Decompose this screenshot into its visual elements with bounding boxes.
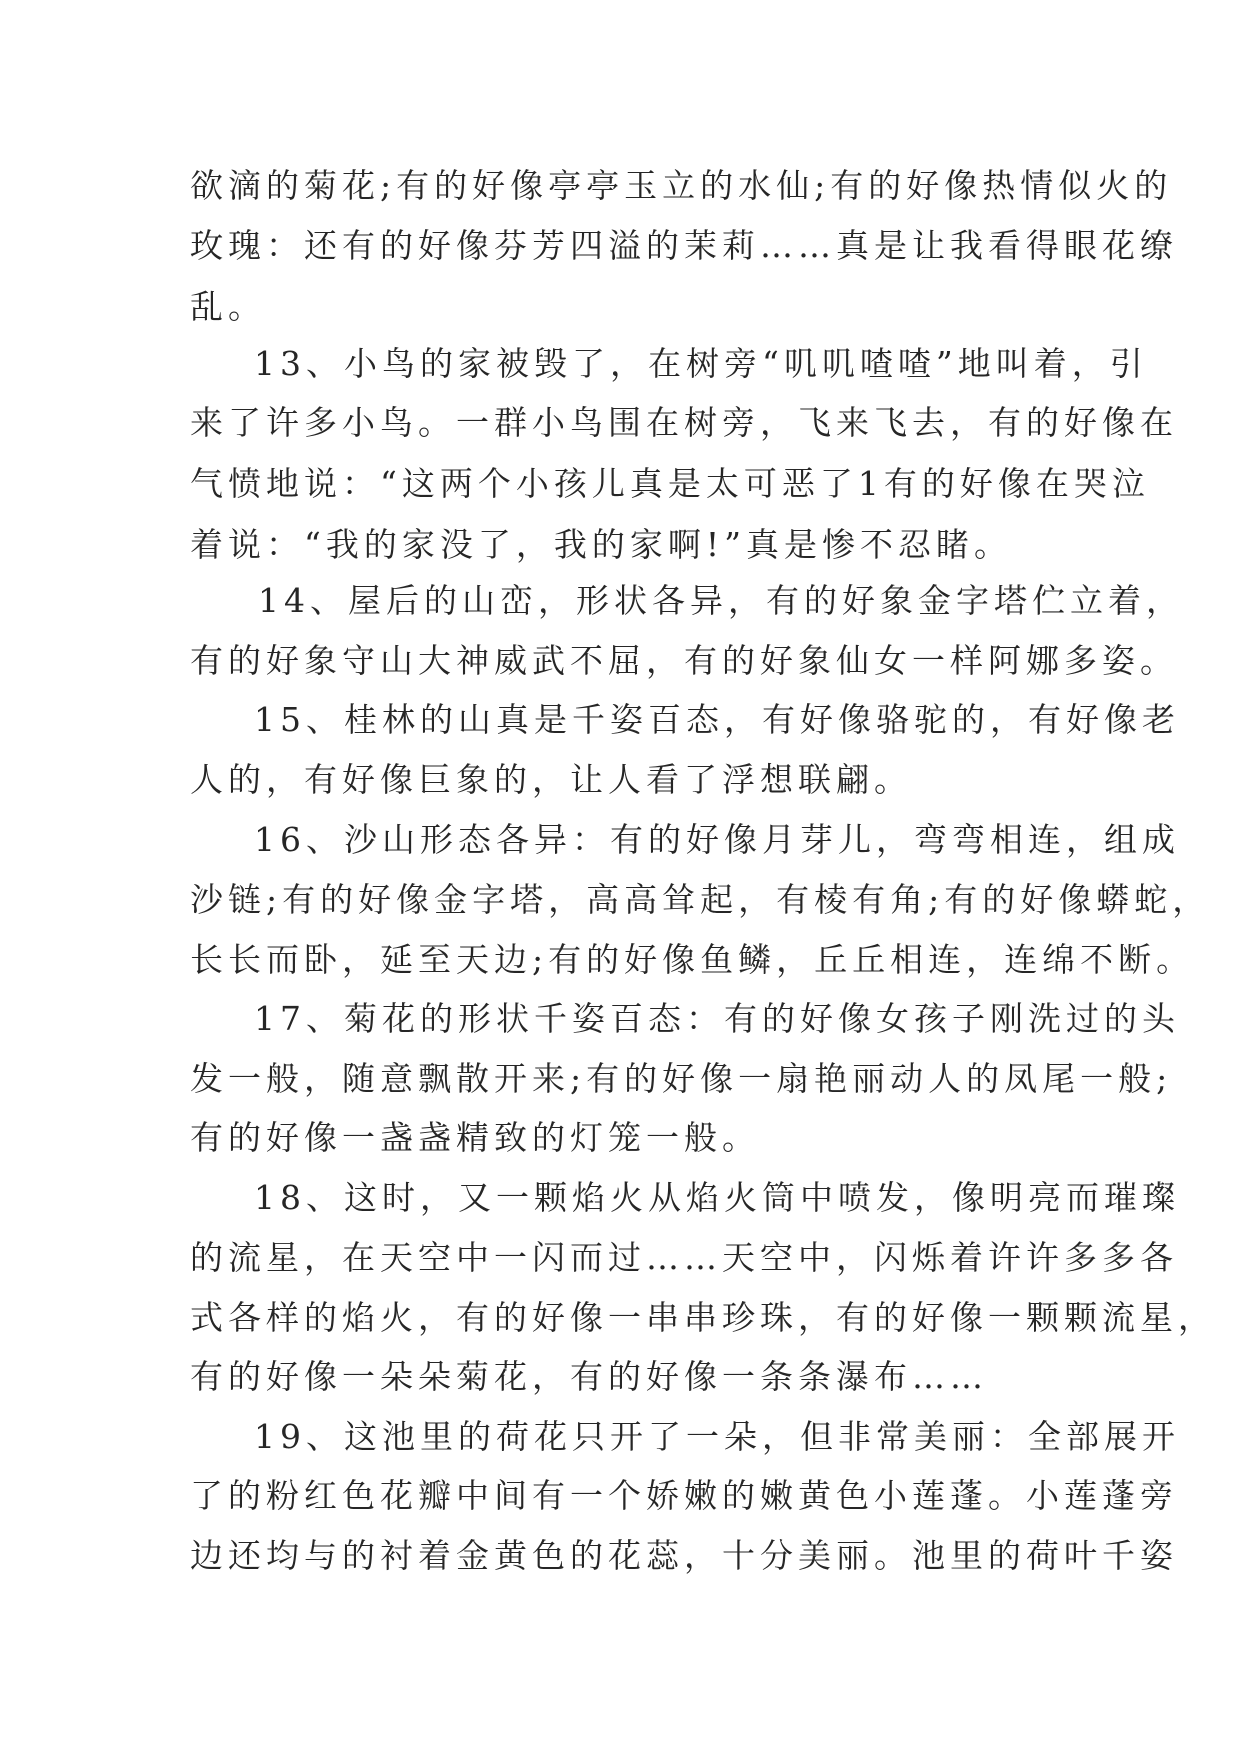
text-line: 长长而卧，延至天边;有的好像鱼鳞，丘丘相连，连绵不断。 [190, 940, 1195, 979]
text-line: 了的粉红色花瓣中间有一个娇嫩的嫩黄色小莲蓬。小莲蓬旁 [190, 1476, 1178, 1515]
text-line: 式各样的焰火，有的好像一串串珍珠，有的好像一颗颗流星， [190, 1298, 1216, 1337]
paragraph-17-start: 17、菊花的形状千姿百态：有的好像女孩子刚洗过的头 [254, 999, 1180, 1038]
text-line: 的流星，在天空中一闪而过……天空中，闪烁着许许多多各 [190, 1238, 1178, 1277]
text-line: 有的好像一盏盏精致的灯笼一般。 [190, 1118, 760, 1157]
text-line: 有的好像一朵朵菊花，有的好像一条条瀑布…… [190, 1357, 988, 1396]
text-line: 有的好象守山大神威武不屈，有的好象仙女一样阿娜多姿。 [190, 641, 1178, 680]
text-line: 发一般，随意飘散开来;有的好像一扇艳丽动人的凤尾一般; [190, 1059, 1173, 1098]
text-line: 沙链;有的好像金字塔，高高耸起，有棱有角;有的好像蟒蛇， [190, 880, 1211, 919]
text-line: 欲滴的菊花;有的好像亭亭玉立的水仙;有的好像热情似火的 [190, 166, 1173, 205]
paragraph-15-start: 15、桂林的山真是千姿百态，有好像骆驼的，有好像老 [254, 700, 1180, 739]
text-line: 气愤地说：“这两个小孩儿真是太可恶了1有的好像在哭泣 [190, 464, 1150, 503]
text-line: 着说：“我的家没了，我的家啊!”真是惨不忍睹。 [190, 525, 1013, 564]
text-line: 边还均与的衬着金黄色的花蕊，十分美丽。池里的荷叶千姿 [190, 1536, 1178, 1575]
text-line: 来了许多小鸟。一群小鸟围在树旁，飞来飞去，有的好像在 [190, 403, 1178, 442]
text-line: 人的，有好像巨象的，让人看了浮想联翩。 [190, 760, 912, 799]
text-line: 乱。 [190, 287, 266, 326]
paragraph-18-start: 18、这时，又一颗焰火从焰火筒中喷发，像明亮而璀璨 [254, 1178, 1180, 1217]
paragraph-14-start: 14、屋后的山峦，形状各异，有的好象金字塔伫立着， [258, 581, 1184, 620]
paragraph-19-start: 19、这池里的荷花只开了一朵，但非常美丽：全部展开 [254, 1417, 1180, 1456]
paragraph-16-start: 16、沙山形态各异：有的好像月芽儿，弯弯相连，组成 [254, 820, 1180, 859]
paragraph-13-start: 13、小鸟的家被毁了，在树旁“叽叽喳喳”地叫着，引 [254, 344, 1148, 383]
text-line: 玫瑰：还有的好像芬芳四溢的茉莉……真是让我看得眼花缭 [190, 226, 1178, 265]
